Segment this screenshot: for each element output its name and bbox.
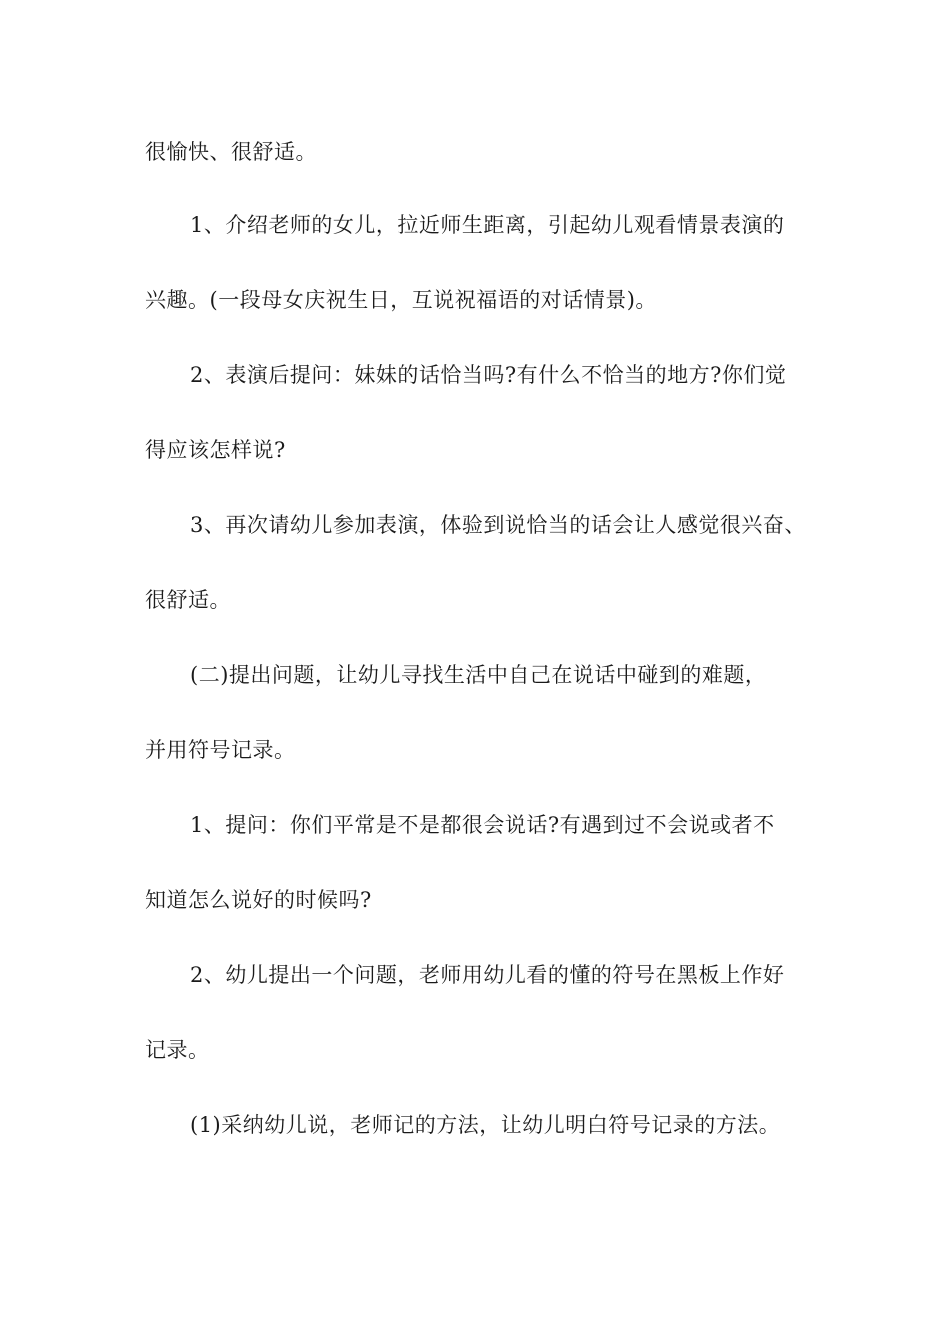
- text-line: 1、介绍老师的女儿，拉近师生距离，引起幼儿观看情景表演的: [190, 213, 785, 237]
- text-line: 记录。: [145, 1038, 210, 1062]
- text-line: 得应该怎样说?: [145, 438, 286, 462]
- text-line: 3、再次请幼儿参加表演，体验到说恰当的话会让人感觉很兴奋、: [190, 513, 806, 537]
- text-line: (二)提出问题，让幼儿寻找生活中自己在说话中碰到的难题，: [190, 663, 767, 687]
- text-line: (1)采纳幼儿说，老师记的方法，让幼儿明白符号记录的方法。: [190, 1113, 781, 1137]
- text-line: 知道怎么说好的时候吗?: [145, 888, 372, 912]
- text-line: 2、幼儿提出一个问题，老师用幼儿看的懂的符号在黑板上作好: [190, 963, 785, 987]
- text-line: 并用符号记录。: [145, 738, 296, 762]
- text-line: 很愉快、很舒适。: [145, 140, 317, 164]
- text-line: 1、提问：你们平常是不是都很会说话?有遇到过不会说或者不: [190, 813, 775, 837]
- text-line: 兴趣。(一段母女庆祝生日，互说祝福语的对话情景)。: [145, 288, 657, 312]
- text-line: 2、表演后提问：妹妹的话恰当吗?有什么不恰当的地方?你们觉: [190, 363, 787, 387]
- text-line: 很舒适。: [145, 588, 231, 612]
